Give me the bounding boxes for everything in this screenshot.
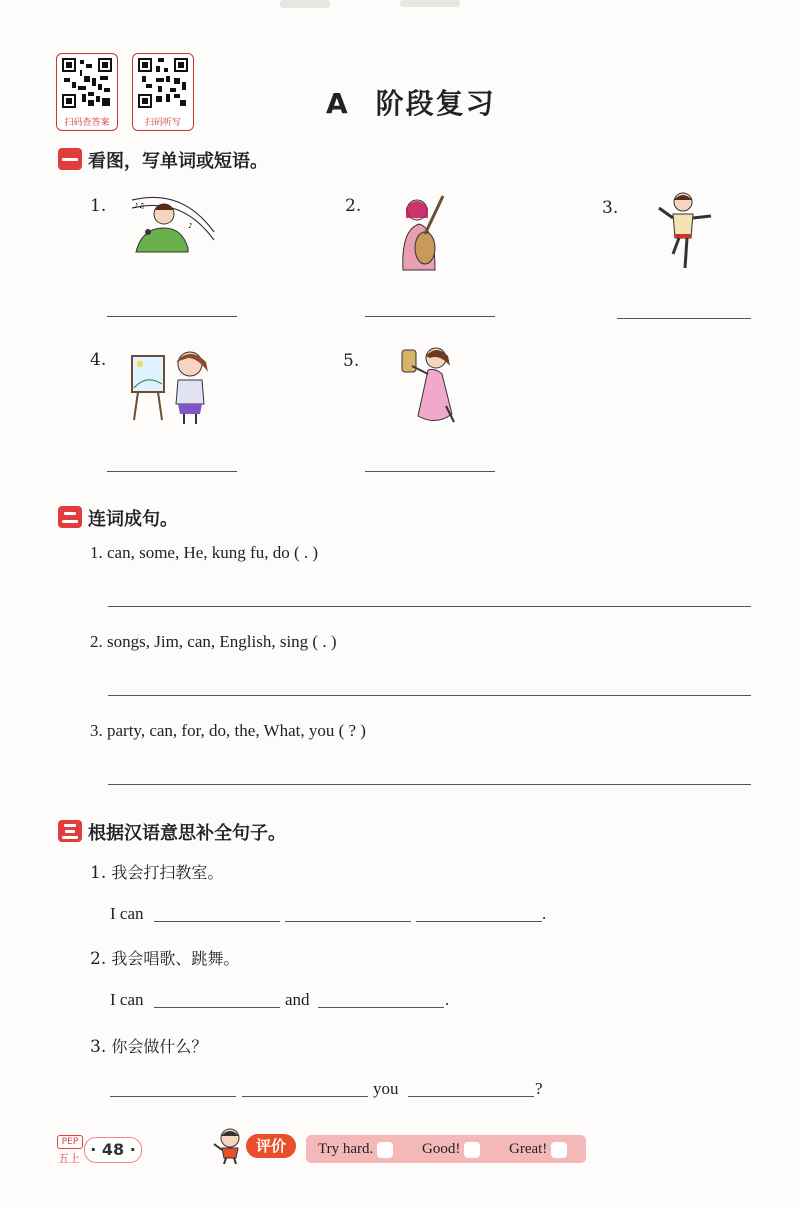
qr-label: 扫码听写 — [144, 118, 181, 128]
answer-line[interactable] — [108, 606, 751, 607]
section-3-badge — [58, 820, 82, 842]
answer-line[interactable] — [617, 318, 751, 319]
item-number: 2. — [90, 949, 107, 969]
drawing-girl-picture — [128, 344, 216, 426]
item-number: 1. — [90, 543, 103, 562]
qr-dictation[interactable] — [132, 53, 194, 131]
title-text: 阶段复习 — [375, 87, 496, 120]
qr-code-icon — [138, 58, 188, 108]
answer-line[interactable] — [242, 1096, 368, 1097]
chinese-prompt: 你会做什么？ — [111, 1037, 208, 1056]
answer-line[interactable] — [154, 1007, 280, 1008]
section-1-badge — [58, 148, 82, 170]
qr-code-icon — [62, 58, 112, 108]
item-number: 3. — [602, 198, 619, 218]
svg-text:♪♫: ♪♫ — [134, 202, 145, 210]
checkbox[interactable] — [464, 1142, 480, 1158]
sentence-prefix: I can — [110, 904, 144, 923]
rating-bar — [306, 1135, 586, 1163]
title-letter: A — [326, 87, 350, 120]
rating-great[interactable]: Great! — [509, 1135, 567, 1163]
section-3-title: 根据汉语意思补全句子。 — [88, 823, 286, 844]
item-number: 1. — [90, 196, 107, 216]
answer-line[interactable] — [110, 1096, 236, 1097]
checkbox[interactable] — [377, 1142, 393, 1158]
item-number: 2. — [345, 196, 362, 216]
series-badge: PEP — [57, 1135, 83, 1149]
evaluation-badge: 评价 — [246, 1134, 296, 1158]
mascot-icon — [212, 1126, 248, 1164]
section-2-title: 连词成句。 — [88, 509, 178, 530]
pipa-girl-picture — [395, 190, 455, 272]
scrambled-words: can, some, He, kung fu, do ( . ) — [107, 543, 319, 562]
answer-line[interactable] — [416, 921, 542, 922]
answer-line[interactable] — [285, 921, 411, 922]
kung-fu-boy-picture — [655, 190, 717, 272]
rating-good[interactable]: Good! — [422, 1135, 480, 1163]
answer-line[interactable] — [108, 784, 751, 785]
item-number: 3. — [90, 1037, 107, 1057]
svg-text:♪: ♪ — [188, 222, 193, 230]
page-number: · 48 · — [84, 1137, 142, 1163]
top-decoration — [280, 0, 470, 10]
sentence-item — [90, 543, 318, 563]
rating-try-hard[interactable]: Try hard. — [318, 1135, 393, 1163]
checkbox[interactable] — [551, 1142, 567, 1158]
qr-answers[interactable] — [56, 53, 118, 131]
scrambled-words: songs, Jim, can, English, sing ( . ) — [107, 632, 337, 651]
dancing-girl-picture — [396, 344, 460, 428]
answer-line[interactable] — [154, 921, 280, 922]
item-number: 1. — [90, 863, 107, 883]
item-number: 5. — [343, 351, 360, 371]
sentence-item — [90, 721, 366, 741]
sentence-item — [90, 632, 337, 652]
answer-line[interactable] — [408, 1096, 534, 1097]
section-2-badge — [58, 506, 82, 528]
answer-line[interactable] — [108, 695, 751, 696]
sentence-middle: and — [285, 990, 310, 1009]
sentence-middle: you — [373, 1079, 399, 1098]
section-1-title: 看图，写单词或短语。 — [88, 151, 268, 172]
grade-label: 五上 — [58, 1152, 80, 1165]
sentence-suffix: . — [445, 990, 450, 1009]
translation-item — [90, 1034, 207, 1057]
sentence-prefix: I can — [110, 990, 144, 1009]
translation-item — [90, 946, 239, 969]
page-title — [326, 82, 496, 122]
chinese-prompt: 我会打扫教室。 — [111, 863, 224, 882]
item-number: 3. — [90, 721, 103, 740]
singing-boy-picture — [128, 192, 218, 262]
item-number: 4. — [90, 350, 107, 370]
answer-line[interactable] — [107, 471, 237, 472]
answer-line[interactable] — [318, 1007, 444, 1008]
answer-line[interactable] — [365, 316, 495, 317]
sentence-suffix: . — [542, 904, 547, 923]
answer-line[interactable] — [365, 471, 495, 472]
sentence-suffix: ? — [535, 1079, 543, 1098]
answer-line[interactable] — [107, 316, 237, 317]
translation-item — [90, 860, 223, 883]
chinese-prompt: 我会唱歌、跳舞。 — [111, 949, 240, 968]
item-number: 2. — [90, 632, 103, 651]
scrambled-words: party, can, for, do, the, What, you ( ? ) — [107, 721, 366, 740]
qr-label: 扫码查答案 — [64, 118, 110, 128]
